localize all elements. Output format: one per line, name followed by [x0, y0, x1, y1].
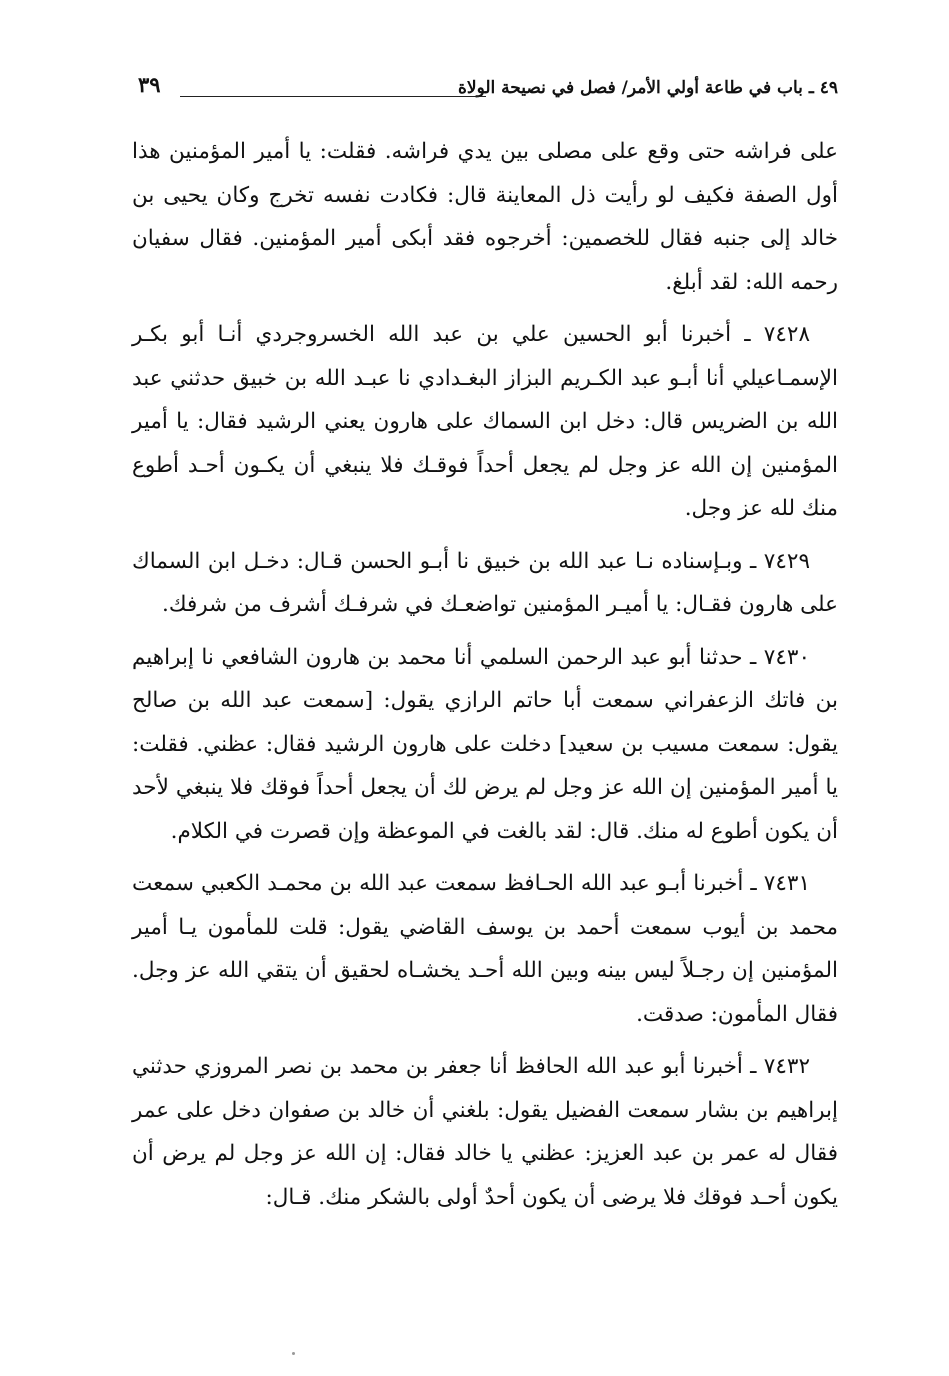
- scan-speck: [292, 1352, 295, 1355]
- hadith-number: ٧٤٢٨: [763, 322, 810, 347]
- paragraph-text: ـ أخبرنا أبـو عبد الله الحـافظ سمعت عبد الله بن محمـد الكعبي سمعت محمد بن أيوب سمعت أحمد بن يوسف القاضي يقول: قلت للمأمون يـا أمير المؤمنين إن رجـلاً ليس بينه وبين الله أحـد يخشـاه لحقيق أن يتقي الله عز وجل. فقال المأمون: صدقت.: [132, 871, 838, 1027]
- paragraph-text: ـ أخبرنا أبو عبد الله الحافظ أنا جعفر بن محمد بن نصر المروزي حدثني إبراهيم بن بشار سمعت الفضيل يقول: بلغني أن خالد بن صفوان دخل على عمر فقال له عمر بن عبد العزيز: عظني يا خالد فقال: إن الله عز وجل لم يرض أن يكون أحـد فوقك فلا يرضى أن يكون أحدٌ أولى بالشكر منك. قـال:: [132, 1054, 838, 1210]
- hadith-number: ٧٤٢٩: [763, 548, 810, 574]
- hadith-number: ٧٤٣٠: [763, 644, 810, 670]
- hadith-7430: [132, 636, 838, 854]
- header-title: ٤٩ ـ باب في طاعة أولي الأمر/ فصل في نصيحة الولاة: [457, 78, 838, 98]
- paragraph-continuation: [132, 130, 838, 304]
- hadith-7432: [132, 1045, 838, 1219]
- paragraph-text: على فراشه حتى وقع على مصلى بين يدي فراشه. فقلت: يا أمير المؤمنين هذا أول الصفة فكيف لو رأيت ذل المعاينة قال: فكادت نفسه تخرج وكان يحيى بن خالد إلى جنبه فقال للخصمين: أخرجوه فقد أبكى أمير المؤمنين. فقال سفيان رحمه الله: لقد أبلغ.: [132, 139, 838, 295]
- page-number: ٣٩: [138, 72, 161, 97]
- hadith-number: ٧٤٣٢: [763, 1054, 810, 1079]
- header-rule: [180, 96, 486, 97]
- body-text: [132, 130, 838, 1228]
- hadith-7431: [132, 862, 838, 1036]
- hadith-number: ٧٤٣١: [763, 871, 810, 896]
- paragraph-text: ـ وبـإسناده نـا عبد الله بن خبيق نا أبـو الحسن قـال: دخـل ابن السماك على هارون فقـال: يا أميـر المؤمنين تواضعـك في شرفـك أشرف من شرفك.: [132, 548, 838, 617]
- hadith-7429: [132, 540, 838, 627]
- paragraph-text: ـ حدثنا أبو عبد الرحمن السلمي أنا محمد بن هارون الشافعي نا إبراهيم بن فاتك الزعفراني سمعت أبا حاتم الرازي يقول: [سمعت عبد الله بن صالح يقول: سمعت مسيب بن سعيد] دخلت على هارون الرشيد فقال: عظني. فقلت: يا أمير المؤمنين إن الله عز وجل لم يرض لك أن يجعل أحداً فوقك فلا ينبغي لأحد أن يكون أطوع له منك. قال: لقد بالغت في الموعظة وإن قصرت في الكلام.: [132, 644, 838, 844]
- hadith-7428: [132, 313, 838, 531]
- running-header: [132, 72, 838, 112]
- paragraph-text: ـ أخبرنا أبو الحسين علي بن عبد الله الخسروجردي أنـا أبو بكـر الإسمـاعيلي أنا أبـو عبد الكـريم البزاز البغـدادي نا عبـد الله بن خبيق حدثني عبد الله بن الضريس قال: دخل ابن السماك على هارون يعني الرشيد فقال: يا أمير المؤمنين إن الله عز وجل لم يجعل أحداً فوقـك فلا ينبغي أن يكـون أحـد أطوع منك لله عز وجل.: [132, 322, 838, 521]
